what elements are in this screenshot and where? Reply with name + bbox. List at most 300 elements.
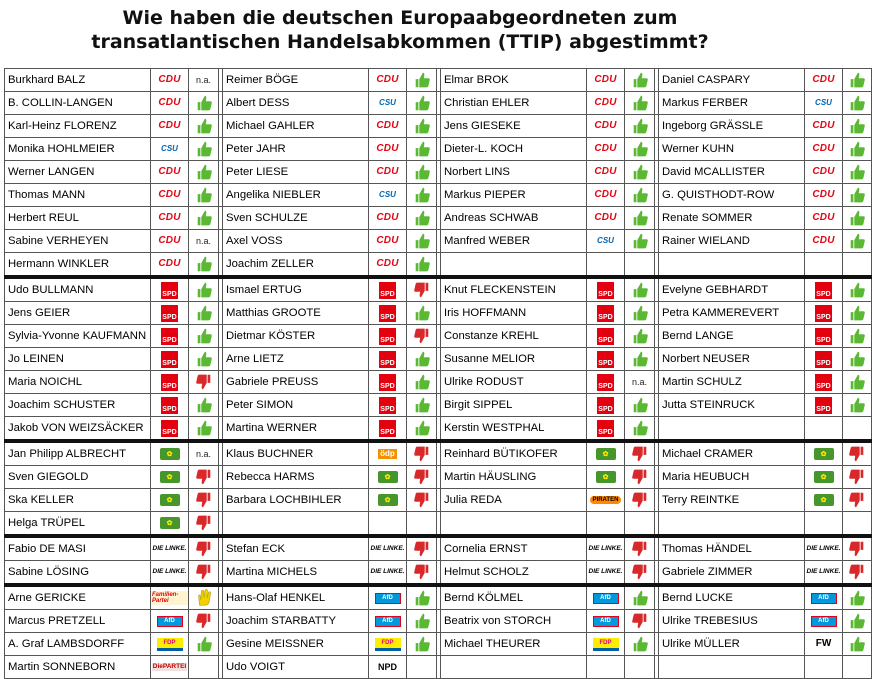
party-cell (804, 610, 842, 632)
party-logo-cdu: CDU (594, 212, 617, 223)
party-logo-cdu: CDU (158, 97, 181, 108)
vote-cell (406, 207, 436, 229)
vote-cell (624, 443, 654, 465)
vote-cell (406, 302, 436, 324)
party-cell (586, 443, 624, 465)
party-cell (586, 115, 624, 137)
mep-name (222, 512, 368, 534)
party-logo-afd: AfD (811, 593, 837, 604)
vote-cell (624, 115, 654, 137)
vote-cell (842, 394, 872, 416)
vote-cell (406, 417, 436, 439)
vote-cell (406, 561, 436, 583)
thumbs-down-icon (631, 563, 649, 581)
party-logo-gruene: ✿ (378, 494, 398, 506)
party-cell (150, 656, 188, 678)
mep-name: Knut FLECKENSTEIN (440, 279, 586, 301)
mep-name: Jens GIESEKE (440, 115, 586, 137)
party-logo-linke: DIE LINKE. (370, 544, 405, 552)
party-logo-fw: FW (815, 638, 832, 649)
mep-name: Reimer BÖGE (222, 69, 368, 91)
party-cell (586, 466, 624, 488)
party-cell (150, 138, 188, 160)
party-cell (586, 610, 624, 632)
mep-name: Karl-Heinz FLORENZ (4, 115, 150, 137)
mep-name: Werner KUHN (658, 138, 804, 160)
party-cell (586, 253, 624, 275)
mep-name: Norbert NEUSER (658, 348, 804, 370)
mep-name: Martina WERNER (222, 417, 368, 439)
mep-name: Beatrix von STORCH (440, 610, 586, 632)
party-logo-cdu: CDU (594, 143, 617, 154)
party-cell (586, 512, 624, 534)
vote-cell (406, 466, 436, 488)
party-cell (804, 512, 842, 534)
mep-name: Herbert REUL (4, 207, 150, 229)
thumbs-up-icon (413, 350, 431, 368)
vote-cell (842, 230, 872, 252)
party-cell (804, 161, 842, 183)
mep-name: Jan Philipp ALBRECHT (4, 443, 150, 465)
party-logo-linke: DIE LINKE. (806, 544, 841, 552)
vote-cell (842, 325, 872, 347)
vote-cell (188, 115, 218, 137)
mep-name: Maria HEUBUCH (658, 466, 804, 488)
party-logo-cdu: CDU (158, 258, 181, 269)
thumbs-down-icon (848, 491, 866, 509)
party-cell (368, 633, 406, 655)
party-logo-fdp: FDP (157, 638, 183, 651)
thumbs-down-icon (413, 563, 431, 581)
party-cell (804, 325, 842, 347)
party-cell (586, 325, 624, 347)
mep-name: Peter JAHR (222, 138, 368, 160)
vote-cell (188, 656, 218, 678)
party-logo-gruene: ✿ (160, 517, 180, 529)
party-cell (586, 161, 624, 183)
vote-cell (406, 512, 436, 534)
party-logo-spd: SPD (815, 374, 832, 391)
party-cell (804, 115, 842, 137)
mep-name: Daniel CASPARY (658, 69, 804, 91)
mep-name: Peter SIMON (222, 394, 368, 416)
vote-cell (624, 302, 654, 324)
mep-name: Ska KELLER (4, 489, 150, 511)
title-line: Wie haben die deutschen Europaabgeordneten zum (122, 7, 678, 29)
thumbs-up-icon (413, 232, 431, 250)
vote-cell (842, 371, 872, 393)
party-logo-cdu: CDU (594, 97, 617, 108)
party-cell (150, 348, 188, 370)
thumbs-up-icon (848, 94, 866, 112)
vote-cell (624, 394, 654, 416)
table-row (4, 370, 872, 393)
party-logo-spd: SPD (815, 282, 832, 299)
mep-name: Cornelia ERNST (440, 538, 586, 560)
mep-name: Gesine MEISSNER (222, 633, 368, 655)
vote-cell (842, 633, 872, 655)
thumbs-up-icon (413, 163, 431, 181)
party-logo-csu: CSU (379, 190, 396, 199)
mep-name: G. QUISTHODT-ROW (658, 184, 804, 206)
vote-cell (624, 489, 654, 511)
party-logo-cdu: CDU (376, 258, 399, 269)
table-row (4, 465, 872, 488)
party-cell (804, 656, 842, 678)
party-cell (804, 207, 842, 229)
mep-name: Fabio DE MASI (4, 538, 150, 560)
vote-cell (624, 279, 654, 301)
thumbs-down-icon (848, 445, 866, 463)
vote-cell (624, 633, 654, 655)
vote-cell (842, 92, 872, 114)
party-logo-spd: SPD (379, 420, 396, 437)
vote-cell (624, 230, 654, 252)
party-logo-afd: AfD (593, 616, 619, 627)
mep-name: Burkhard BALZ (4, 69, 150, 91)
party-cell (150, 512, 188, 534)
party-logo-ödp: ödp (380, 449, 395, 458)
vote-cell (406, 394, 436, 416)
party-cell (150, 538, 188, 560)
mep-name: Sven GIEGOLD (4, 466, 150, 488)
party-logo-spd: SPD (597, 282, 614, 299)
table-row (4, 275, 872, 301)
party-logo-cdu: CDU (812, 235, 835, 246)
party-logo-csu: CSU (379, 98, 396, 107)
party-logo-spd: SPD (815, 305, 832, 322)
thumbs-up-icon (631, 635, 649, 653)
party-cell (150, 230, 188, 252)
party-cell (586, 656, 624, 678)
party-logo-spd: SPD (597, 397, 614, 414)
vote-cell (624, 161, 654, 183)
party-logo-gruene: ✿ (596, 448, 616, 460)
mep-name: Udo BULLMANN (4, 279, 150, 301)
table-row (4, 160, 872, 183)
mep-name: David MCALLISTER (658, 161, 804, 183)
party-cell (150, 466, 188, 488)
mep-name: Gabriele ZIMMER (658, 561, 804, 583)
vote-cell (842, 561, 872, 583)
mep-name (440, 656, 586, 678)
mep-name: Bernd LUCKE (658, 587, 804, 609)
party-cell (804, 443, 842, 465)
thumbs-up-icon (413, 209, 431, 227)
vote-cell (406, 489, 436, 511)
mep-name: Michael GAHLER (222, 115, 368, 137)
party-cell (368, 587, 406, 609)
mep-name: Constanze KREHL (440, 325, 586, 347)
party-cell (586, 587, 624, 609)
thumbs-up-icon (195, 255, 213, 273)
thumbs-up-icon (195, 350, 213, 368)
party-cell (586, 394, 624, 416)
mep-name: Gabriele PREUSS (222, 371, 368, 393)
vote-cell (188, 279, 218, 301)
vote-cell (188, 230, 218, 252)
mep-name: B. COLLIN-LANGEN (4, 92, 150, 114)
party-cell (150, 394, 188, 416)
vote-cell (406, 253, 436, 275)
party-logo-afd: AfD (811, 616, 837, 627)
party-logo-linke: DIE LINKE. (588, 567, 623, 575)
mep-name: Helga TRÜPEL (4, 512, 150, 534)
thumbs-up-icon (848, 373, 866, 391)
party-cell (804, 466, 842, 488)
party-cell (368, 443, 406, 465)
party-logo-gruene: ✿ (814, 494, 834, 506)
vote-cell (188, 253, 218, 275)
thumbs-up-icon (413, 117, 431, 135)
vote-cell (406, 279, 436, 301)
mep-name: Kerstin WESTPHAL (440, 417, 586, 439)
mep-name: Rebecca HARMS (222, 466, 368, 488)
party-cell (150, 92, 188, 114)
vote-cell (842, 443, 872, 465)
thumbs-down-icon (195, 612, 213, 630)
mep-name: Markus FERBER (658, 92, 804, 114)
party-logo-spd: SPD (379, 351, 396, 368)
thumbs-up-icon (413, 71, 431, 89)
mep-name: Martin SCHULZ (658, 371, 804, 393)
not-available-label: n.a. (195, 449, 211, 459)
mep-name: Sylvia-Yvonne KAUFMANN (4, 325, 150, 347)
thumbs-up-icon (195, 163, 213, 181)
party-cell (150, 443, 188, 465)
thumbs-up-icon (195, 186, 213, 204)
party-logo-cdu: CDU (594, 74, 617, 85)
thumbs-up-icon (413, 186, 431, 204)
vote-cell (624, 587, 654, 609)
party-cell (586, 417, 624, 439)
party-logo-spd: SPD (161, 374, 178, 391)
party-cell (804, 561, 842, 583)
mep-name: Renate SOMMER (658, 207, 804, 229)
thumbs-up-icon (848, 327, 866, 345)
mep-name: Angelika NIEBLER (222, 184, 368, 206)
thumbs-up-icon (413, 255, 431, 273)
party-cell (586, 371, 624, 393)
vote-cell (624, 138, 654, 160)
party-cell (368, 417, 406, 439)
party-cell (586, 138, 624, 160)
party-logo-cdu: CDU (158, 212, 181, 223)
party-cell (368, 466, 406, 488)
mep-name: Julia REDA (440, 489, 586, 511)
thumbs-up-icon (631, 589, 649, 607)
party-cell (150, 279, 188, 301)
party-logo-spd: SPD (161, 420, 178, 437)
party-cell (150, 184, 188, 206)
table-row (4, 609, 872, 632)
table-row (4, 416, 872, 439)
party-cell (804, 302, 842, 324)
party-cell (804, 587, 842, 609)
thumbs-up-icon (195, 140, 213, 158)
mep-name: Joachim STARBATTY (222, 610, 368, 632)
mep-name: Evelyne GEBHARDT (658, 279, 804, 301)
mep-name (440, 253, 586, 275)
thumbs-up-icon (631, 94, 649, 112)
party-cell (150, 371, 188, 393)
party-cell (368, 512, 406, 534)
party-logo-gruene: ✿ (160, 448, 180, 460)
vote-cell (406, 230, 436, 252)
thumbs-up-icon (848, 589, 866, 607)
party-logo-afd: AfD (375, 593, 401, 604)
party-logo-spd: SPD (597, 328, 614, 345)
thumbs-up-icon (631, 117, 649, 135)
party-cell (586, 184, 624, 206)
party-cell (586, 92, 624, 114)
thumbs-up-icon (848, 232, 866, 250)
vote-cell (842, 587, 872, 609)
party-logo-cdu: CDU (158, 74, 181, 85)
party-cell (804, 538, 842, 560)
vote-cell (406, 325, 436, 347)
party-cell (586, 348, 624, 370)
thumbs-up-icon (848, 186, 866, 204)
mep-name: Marcus PRETZELL (4, 610, 150, 632)
vote-cell (188, 325, 218, 347)
party-cell (586, 207, 624, 229)
party-cell (368, 230, 406, 252)
party-cell (150, 417, 188, 439)
mep-name: Jutta STEINRUCK (658, 394, 804, 416)
mep-name: Ulrike MÜLLER (658, 633, 804, 655)
party-cell (150, 115, 188, 137)
thumbs-up-icon (413, 396, 431, 414)
mep-name: Markus PIEPER (440, 184, 586, 206)
table-row (4, 583, 872, 609)
thumbs-up-icon (195, 635, 213, 653)
party-cell (586, 279, 624, 301)
vote-cell (188, 417, 218, 439)
party-logo-cdu: CDU (376, 143, 399, 154)
mep-name: Arne GERICKE (4, 587, 150, 609)
party-logo-linke: DIE LINKE. (588, 544, 623, 552)
vote-cell (406, 538, 436, 560)
mep-name: Michael CRAMER (658, 443, 804, 465)
thumbs-up-icon (631, 396, 649, 414)
vote-cell (406, 92, 436, 114)
mep-name: Ulrike TREBESIUS (658, 610, 804, 632)
party-cell (804, 69, 842, 91)
thumbs-up-icon (631, 350, 649, 368)
vote-cell (624, 656, 654, 678)
vote-cell (406, 656, 436, 678)
party-logo-cdu: CDU (158, 189, 181, 200)
party-logo-csu: CSU (597, 236, 614, 245)
thumbs-up-icon (195, 327, 213, 345)
mep-name: Christian EHLER (440, 92, 586, 114)
thumbs-down-icon (631, 491, 649, 509)
thumbs-up-icon (413, 304, 431, 322)
thumbs-up-icon (848, 117, 866, 135)
party-cell (368, 610, 406, 632)
party-cell (150, 302, 188, 324)
party-logo-spd: SPD (597, 374, 614, 391)
party-logo-cdu: CDU (594, 166, 617, 177)
mep-name: Ingeborg GRÄSSLE (658, 115, 804, 137)
party-cell (586, 230, 624, 252)
vote-cell (624, 184, 654, 206)
thumbs-up-icon (413, 635, 431, 653)
vote-cell (842, 279, 872, 301)
party-cell (804, 279, 842, 301)
vote-cell (188, 348, 218, 370)
not-available-label: n.a. (195, 236, 211, 246)
vote-cell (188, 302, 218, 324)
party-logo-spd: SPD (597, 420, 614, 437)
vote-cell (406, 184, 436, 206)
thumbs-up-icon (195, 304, 213, 322)
table-row (4, 91, 872, 114)
vote-cell (188, 92, 218, 114)
thumbs-up-icon (848, 163, 866, 181)
thumbs-up-icon (631, 71, 649, 89)
vote-cell (188, 561, 218, 583)
party-cell (586, 489, 624, 511)
mep-name: Elmar BROK (440, 69, 586, 91)
mep-name (658, 417, 804, 439)
thumbs-up-icon (848, 140, 866, 158)
vote-cell (406, 161, 436, 183)
thumbs-up-icon (848, 396, 866, 414)
mep-name: Axel VOSS (222, 230, 368, 252)
thumbs-down-icon (413, 491, 431, 509)
table-row (4, 439, 872, 465)
vote-cell (842, 417, 872, 439)
party-logo-afd: AfD (593, 593, 619, 604)
vote-cell (842, 184, 872, 206)
thumbs-up-icon (848, 209, 866, 227)
mep-name: Stefan ECK (222, 538, 368, 560)
thumbs-down-icon (848, 468, 866, 486)
party-logo-spd: SPD (161, 305, 178, 322)
party-cell (150, 253, 188, 275)
mep-name: Barbara LOCHBIHLER (222, 489, 368, 511)
party-logo-cdu: CDU (812, 212, 835, 223)
mep-name: Jens GEIER (4, 302, 150, 324)
vote-cell (624, 92, 654, 114)
mep-name: Sabine LÖSING (4, 561, 150, 583)
thumbs-up-icon (631, 327, 649, 345)
mep-name: Michael THEURER (440, 633, 586, 655)
party-logo-gruene: ✿ (814, 471, 834, 483)
table-row (4, 324, 872, 347)
vote-cell (188, 161, 218, 183)
party-logo-linke: DIE LINKE. (806, 567, 841, 575)
party-logo-cdu: CDU (812, 143, 835, 154)
party-logo-spd: SPD (379, 328, 396, 345)
thumbs-up-icon (195, 281, 213, 299)
party-logo-gruene: ✿ (596, 471, 616, 483)
mep-name: Martin SONNEBORN (4, 656, 150, 678)
vote-cell (406, 138, 436, 160)
table-row (4, 488, 872, 511)
party-cell (804, 394, 842, 416)
thumbs-up-icon (195, 209, 213, 227)
mep-name: Andreas SCHWAB (440, 207, 586, 229)
party-logo-fdp: FDP (593, 638, 619, 651)
mep-name: Helmut SCHOLZ (440, 561, 586, 583)
vote-cell (624, 610, 654, 632)
table-row (4, 229, 872, 252)
vote-cell (842, 512, 872, 534)
vote-cell (188, 633, 218, 655)
